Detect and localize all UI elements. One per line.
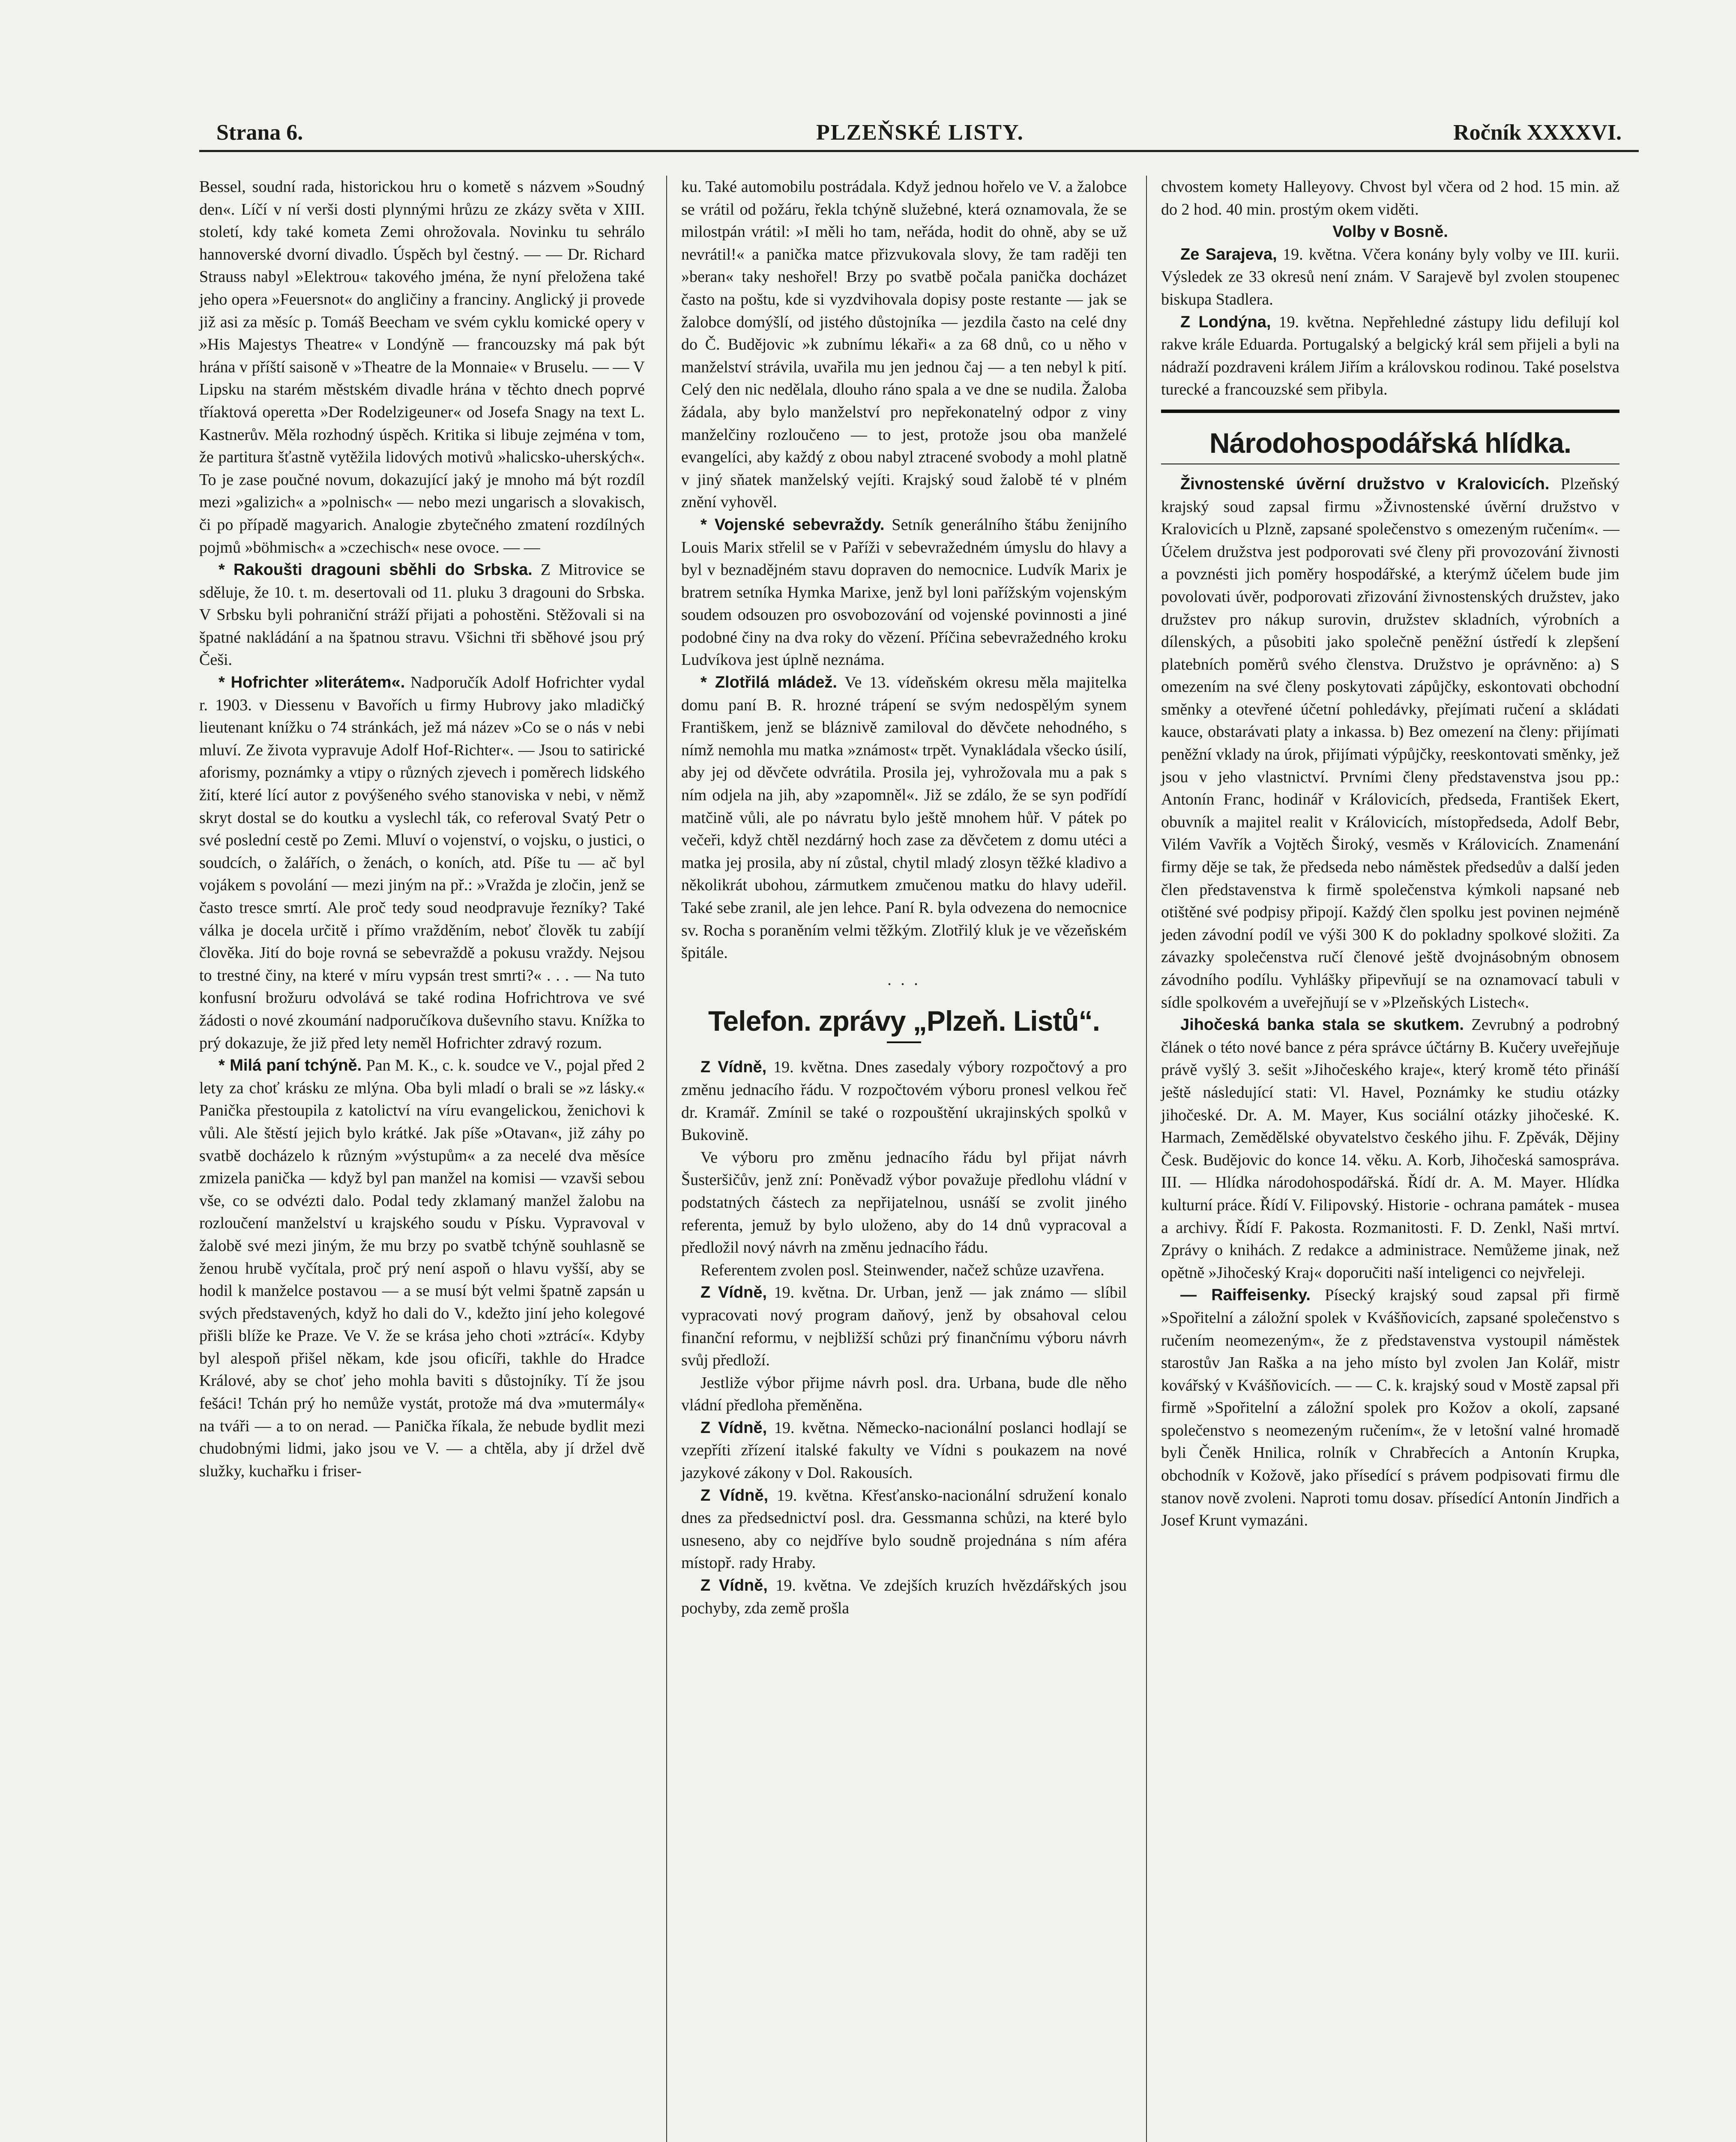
- telegram-paragraph: Referentem zvolen posl. Steinwender, načež schůze uzavřena.: [700, 1261, 1104, 1279]
- telegram-text: 19. května. Křesťansko-nacionální sdružení konalo dnes za předsednictví posl. dra. Gessmanna schůzi, na které bylo usneseno, aby co nejdříve bylo soudně projednána s ním aféra místopř. rady Hraby.: [681, 1486, 1127, 1572]
- telegram-text: 19. května. Dnes zasedaly výbory rozpočtový a pro změnu jednacího řádu. V rozpočtovém výboru pronesl velkou řeč dr. Kramář. Zmínil se také o rozpouštění ukrajinských spolků v Bukovině.: [681, 1058, 1127, 1144]
- article: [681, 514, 1127, 671]
- newspaper-page: [199, 107, 1639, 2142]
- article: [1161, 473, 1619, 1014]
- article-headline: * Rakoušti dragouni sběhli do Srbska.: [218, 561, 533, 579]
- title-dash: [887, 1041, 921, 1043]
- article-text: Nadporučík Adolf Hofrichter vydal r. 1903. v Diessenu v Bavořích u firmy Hubrovy jako mladičký lieutenant knížku o 74 stránkách, jež má název »Co se o nás v nebi mluví. Ze života vypravuje Adolf Hof-Richter«. — Jsou to satirické aforismy, poznámky a vtipy o různých zjevech i poměrech lidského žití, které lící autor z povýšeného svého stanoviska v nebi, v němž skryt dostal se do koutku a vyslechl ták, co referoval Svatý Petr o své poslední cestě po Zemi. Mluví o vojenství, o vojsku, o justici, o soudcích, o žalářích, o ženách, o koních, atd. Píše tu — ač byl vojákem s povolání — mezi jiným na př.: »Vražda je zločin, jenž se často tresce smrtí. Ale proč tedy soud neodpravuje řezníky? Také válka je docela určitě i přímo vražděním, neboť člověk tu zabíjí člověka. Jití do boje rovná se sebevraždě a pokusu vraždy. Nejsou to trestné činy, na které v míru vypsán trest smrti?« . . . — Na tuto konfusní brožuru odvolává se také rodina Hofrichtrova ve své žádosti o nové zkoumání nadporučíkova duševního stavu. Knížka to prý dokazuje, že již před lety neměl Hofrichter zdravý rozum.: [199, 673, 645, 1052]
- column-divider: [666, 176, 667, 2142]
- article-text: Pan M. K., c. k. soudce ve V., pojal před 2 lety za choť krásku ze mlýna. Oba byli mladí o brali se »z lásky.« Panička přestoupila z katolictví na víru evangelickou, ženichovi k vůli. Ale štěstí jejich bylo krátké. Jak píše »Otavan«, již záhy po svatbě docházelo k různým »výstupům« a za necelé dva měsíce zmizela panička — když byl pan manžel na komisi — vzavši sebou vše, co se odvézti dalo. Podal tedy zklamaný manžel žalobu na rozloučení manželství u krajského soudu v Písku. Vypravoval v žalobě své mezi jiným, že mu brzy po svatbě tchýně souhlasně se ženou hrubě vyčítala, proč prý není aspoň o hlavu vyšší, aby se hodil k manželce postavou — a se musí být velmi špatně zapsán u svých představených, když ho dali do V., kdežto jiní jeho kolegové přišli blíže ke Praze. Ve V. že se krása jeho choti »ztrácí«. Kdyby byl alespoň přišel někam, kde jsou oficíři, takhle do Hradce Králové, aby se choť jeho mohla baviti s důstojníky. Tí že jsou fešáci! Tchán prý ho nemůže vystát, protože má dva »mutermály« na tváři — a to on nerad. — Panička říkala, že nebude bydlit mezi chudobnými lidmi, jako jsou ve V. — a chtěla, aby jí držel dvě služky, kuchařku i friser-: [199, 1056, 645, 1480]
- article: [199, 1054, 645, 1482]
- article-headline: — Raiffeisenky.: [1180, 1286, 1311, 1304]
- article-headline: * Zlotřilá mládež.: [700, 673, 837, 692]
- telegram: [1161, 311, 1619, 401]
- article-headline: * Milá paní tchýně.: [218, 1056, 362, 1075]
- section-title: Národohospodářská hlídka.: [1209, 427, 1571, 459]
- telegram-dateline: Z Vídně,: [700, 1577, 768, 1595]
- article-headline: Volby v Bosně.: [1332, 223, 1448, 241]
- column-1: [199, 176, 645, 1482]
- article: [1161, 1014, 1619, 1284]
- section-rule: [1161, 410, 1619, 413]
- article-headline: * Hofrichter »literátem«.: [218, 673, 405, 692]
- header-rule: [199, 150, 1639, 152]
- telegram: [681, 1056, 1127, 1146]
- article-paragraph: Bessel, soudní rada, historickou hru o kometě s názvem »Soudný den«. Líčí v ní verši dosti plynnými hrůzu ze zkázy světa v XIII. století, kdy také kometa Zemi ohrožovala. Novinku tu sehrálo hannoverské dvorní divadlo. Úspěch byl čestný. — — Dr. Richard Strauss nabyl »Elektrou« takového jména, že nyní přeložena také jeho opera »Feuersnot« do angličiny a franciny. Anglický ji provede již asi za měsíc p. Tomáš Beecham ve svém cyklu komické opery v »His Majestys Theatre« v Londýně — francouzsky má pak být hrána v příští saisoně v »Theatre de la Monnaie« v Bruselu. — — V Lipsku na starém městském divadle hrána v těchto dnech poprvé tříaktová operetta »Der Rodelzigeuner« od Josefa Snagy na text L. Kastnerův. Měla rozhodný úspěch. Kritika si libuje zejména v tom, že partitura šťastně vytěžila lidových motivů »halicsko-uherských«. To je zase poučné novum, dokazující jaký je mnoho má být rozdíl mezi »galizich« a »polnisch« — nebo mezi ungarisch a slovakisch, či po případě magyarich. Analogie zbytečného zmatení rozdílných pojmů »böhmisch« a »czechisch« nese ovoce. — —: [199, 178, 645, 556]
- telegram-dateline: Z Vídně,: [700, 1486, 769, 1505]
- article: [1161, 1284, 1619, 1532]
- telegram-dateline: Z Vídně,: [700, 1418, 767, 1437]
- telegram-dateline: Z Vídně,: [700, 1283, 767, 1302]
- telegram: [681, 1417, 1127, 1484]
- article: [681, 671, 1127, 964]
- telegram-paragraph: Ve výboru pro změnu jednacího řádu byl přijat návrh Šusteršičův, jenž zní: Poněvadž výbor považuje předlohu vládní v podstatných částech za nepřijatelnou, usnáší se zvolit jiného referenta, jemuž by bylo uloženo, aby do 14 dnů vypracoval a předložil nový návrh na změnu jednacího řádu.: [681, 1148, 1127, 1257]
- telegram-text: 19. května. Ve zdejších kruzích hvězdářských jsou pochyby, zda země prošla: [681, 1577, 1127, 1617]
- article-headline: Živnostenské úvěrní družstvo v Kralovicích.: [1180, 475, 1550, 493]
- telegram: [681, 1574, 1127, 1619]
- article-text: Plzeňský krajský soud zapsal firmu »Živnostenské úvěrní družstvo v Kralovicích u Plzně, zapsané společenstvo s omezeným ručením«. — Účelem družstva jest podporovati své členy při provozování živnosti a povznésti jich poměry hospodářské, a kterýmž účelem bude jim povolovati úvěr, podporovati zřizování živnostenských družstev, jako družstev pro nákup surovin, družstev skladních, výrobních a dílenských, a působiti jako společně peněžní ústředí k zlepšení platebních poměrů svého členstva. Družstvo je oprávněno: a) S omezením na své členy poskytovati zápůjčky, eskontovati obchodní směnky a otevřené účetní pohledávky, přejímati ručení a skládati kauce, obstarávati platy a inkassa. b) Bez omezení na členy: přijímati peněžní vklady na úrok, přijímati výpůjčky, reeskontovati směnky, jež jsou v jeho vlastnictví. Prvními členy představenstva jsou pp.: Antonín Franc, hodinář v Královicích, předseda, František Ekert, obuvník a majitel realit v Královicích, místopředseda, Adolf Bebr, Vilém Vavřík a Vojtěch Široký, vesměs v Královicích. Znamenání firmy děje se tak, že předseda nebo náměstek předsedův a další jeden člen představenstva k firmě společenstva kýmkoli napsané neb otištěné své podpisy připojí. Každý člen spolku jest povinen nejméně jeden závodní podíl ve výši 300 K do pokladny spolkové složiti. Za závazky společenstva ručí členové ještě dvojnásobným obnosem závodního podílu. Vyhlášky připevňují se na oznamovací tabuli v sídle spolkovém a uveřejňují se v »Plzeňských Listech«.: [1161, 475, 1620, 1011]
- article-text: Zevrubný a podrobný článek o této nové bance z péra správce účtárny B. Kučery uveřejňuje právě vyšlý 3. sešit »Jihočeského kraje«, který kromě této přináší ještě následující stati: Vl. Havel, Poznámky ke studiu otázky jihočeské. Dr. A. M. Mayer, Kus sociální otázky jihočeské. K. Harmach, Zemědělské obyvatelstvo českého jihu. F. Zpěvák, Dějiny Česk. Budějovic do konce 14. věku. A. Korb, Jihočeská samospráva. III. — Hlídka národohospodářská. Řídí dr. A. M. Mayer. Hlídka kulturní práce. Řídí V. Filipovský. Historie - ochrana památek - musea a archivy. Řídí F. Pakosta. Rozmanitosti. F. D. Zenkl, Naši mrtví. Zprávy o knihách. Z redakce a administrace. Nemůžeme jinak, než opětně »Jihočeský Kraj« doporučiti naší inteligenci co nejvřeleji.: [1161, 1016, 1619, 1282]
- telegram-paragraph: Jestliže výbor přijme návrh posl. dra. Urbana, bude dle něho vládní předloha přeměněna.: [681, 1373, 1127, 1415]
- masthead-title: PLZEŇSKÉ LISTY.: [816, 120, 1024, 145]
- column-divider: [1146, 176, 1147, 2142]
- article-paragraph: ku. Také automobilu postrádala. Když jednou hořelo ve V. a žalobce se vrátil od požáru, řekla tchýně služebné, která oznamovala, že se milostpán vrátil: »I měli ho tam, neřáda, hodit do ohně, aby se už nevrátil!« a panička matce přizvukovala slovy, že tam raději ten »beran« taky neshořel! Brzy po svatbě počala panička docházet často na poštu, kde si vyzdvihovala dopisy poste restante — jak se žalobce domýšlí, od jistého důstojníka — jezdila často na celé dny do Č. Budějovic »k zubnímu lékaři« a za 68 dnů, co u něho v manželství strávila, uvařila mu jen jednou čaj — a ten nebyl k pití. Celý den nic nedělala, dlouho ráno spala a ve dne se nudila. Žaloba žádala, aby bylo manželství pro nepřekonatelný odpor z viny manželčiny rozloučeno — to jest, protože jsou oba manželé evangelíci, aby každý z obou nabyl ztracené svobody a mohl platně v jiný sňatek manželský vejíti. Krajský soud žalobě té v plném znění vyhověl.: [681, 178, 1127, 512]
- telegram-dateline: Z Londýna,: [1180, 313, 1271, 331]
- telegram: [681, 1484, 1127, 1574]
- article-text: Písecký krajský soud zapsal při firmě »Spořitelní a záložní spolek v Kvášňovicích, zapsané společenstvo s ručením neomezeným«, že z představenstva vystoupil náměstek starostův Jan Raška a na jeho místo byl zvolen Jan Kolář, mistr kovářský v Kvášňovicích. — — C. k. krajský soud v Mostě zapsal při firmě »Spořitelní a záložní spolek pro Kožov a okolí, zapsané společenstvo s neomezeným ručením«, že v letošní valné hromadě byli Čeněk Hnilica, rolník v Chrabřecích a Antonín Krupka, obchodník v Kožově, jako přísedící s právem podpisovati firmu dle stanov nově zvoleni. Naproti tomu dosav. přísedící Antonín Jindřich a Josef Krunt vymazáni.: [1161, 1286, 1620, 1530]
- telegram-dateline: Z Vídně,: [700, 1058, 767, 1077]
- telegram: [681, 1281, 1127, 1371]
- telegram-text: 19. května. Nepřehledné zástupy lidu defilují kol rakve krále Eduarda. Portugalský a belgický král sem přijeli a byli na nádraží pozdraveni králem Jiřím a královskou rodinou. Také poselstva turecké a francouzské sem přibyla.: [1161, 313, 1620, 399]
- volume-number: Ročník XXXXVI.: [1453, 120, 1622, 145]
- article-text: Setník generálního štábu ženijního Louis Marix střelil se v Paříži v sebevražedném úmyslu do hlavy a byl v beznadějném stavu dopraven do nemocnice. Ludvík Marix je bratrem setníka Hymka Marixe, jenž byl loni pařížským vojenským soudem odsouzen pro osvobozování od vojenské povinnosti a jiné podobné činy na dva roky do vězení. Příčina sebevražedného kroku Ludvíkova jest úplně neznáma.: [681, 515, 1127, 669]
- article-paragraph: chvostem komety Halleyovy. Chvost byl včera od 2 hod. 15 min. až do 2 hod. 40 min. prostým okem viděti.: [1161, 178, 1619, 218]
- telegram-dateline: Ze Sarajeva,: [1180, 245, 1277, 263]
- telegram-text: 19. května. Včera konány byly volby ve III. kurii. Výsledek ze 33 okresů není znám. V Sarajevě byl zvolen stoupenec biskupa Stadlera.: [1161, 245, 1619, 308]
- telegram-text: 19. května. Dr. Urban, jenž — jak známo — slíbil vypracovati nový program daňový, jenž by obsahoval celou finanční reformu, v nejbližší schůzi prý finančnímu výboru návrh svůj předloží.: [681, 1283, 1127, 1370]
- article: [199, 559, 645, 671]
- section-title: Telefon. zprávy „Plzeň. Listů“.: [708, 1005, 1100, 1037]
- column-2: [681, 176, 1127, 1619]
- column-3: [1161, 176, 1619, 1532]
- article-text: Ve 13. vídeňském okresu měla majitelka domu paní B. R. hrozné trápení se svým nedospělým synem Františkem, jenž se bláznivě zamiloval do děvčete nehodného, s nímž nemohla mu matka »známost« trpět. Vynakládala všecko úsilí, aby jej od děvčete odvrátila. Prosila jej, vyhrožovala mu a pak s ním odjela na jih, aby »zapomněl«. Již se zdálo, že se syn podřídí matčině vůli, ale po návratu bylo ještě mnohem hůř. V pátek po večeři, když chtěl nezdárný hoch zase za děvčetem z domu utéci a matka jej prosila, aby ní zůstal, chytil mladý zlosyn těžké kladivo a několikrát ubohou, zármutkem zmučenou matku do hlavy udeřil. Také sebe zranil, ale jen lehce. Paní R. byla odvezena do nemocnice sv. Rocha s poraněním velmi těžkým. Zlotřilý kluk je ve vězeňském špitále.: [681, 673, 1127, 962]
- page-number: Strana 6.: [216, 120, 303, 145]
- article-text: Z Mitrovice se sděluje, že 10. t. m. desertovali od 11. pluku 3 dragouni do Srbska. V Srbsku byli pohraniční stráží přijati a pohostěni. Stěžovali si na špatné nakládání a na špatnou stravu. Všichni tři sběhové jsou prý Češi.: [199, 561, 645, 669]
- separator-dots: . . .: [887, 970, 921, 989]
- article-headline: * Vojenské sebevraždy.: [700, 515, 885, 534]
- article: [199, 671, 645, 1054]
- telegram: [1161, 243, 1619, 311]
- page-header: [199, 120, 1639, 154]
- telegram-text: 19. května. Německo-nacionální poslanci hodlají se vzepříti zřízení italské fakulty ve Vídni s poukazem na nové jazykové zákony v Dol. Rakousích.: [681, 1418, 1127, 1482]
- article-headline: Jihočeská banka stala se skutkem.: [1180, 1016, 1464, 1034]
